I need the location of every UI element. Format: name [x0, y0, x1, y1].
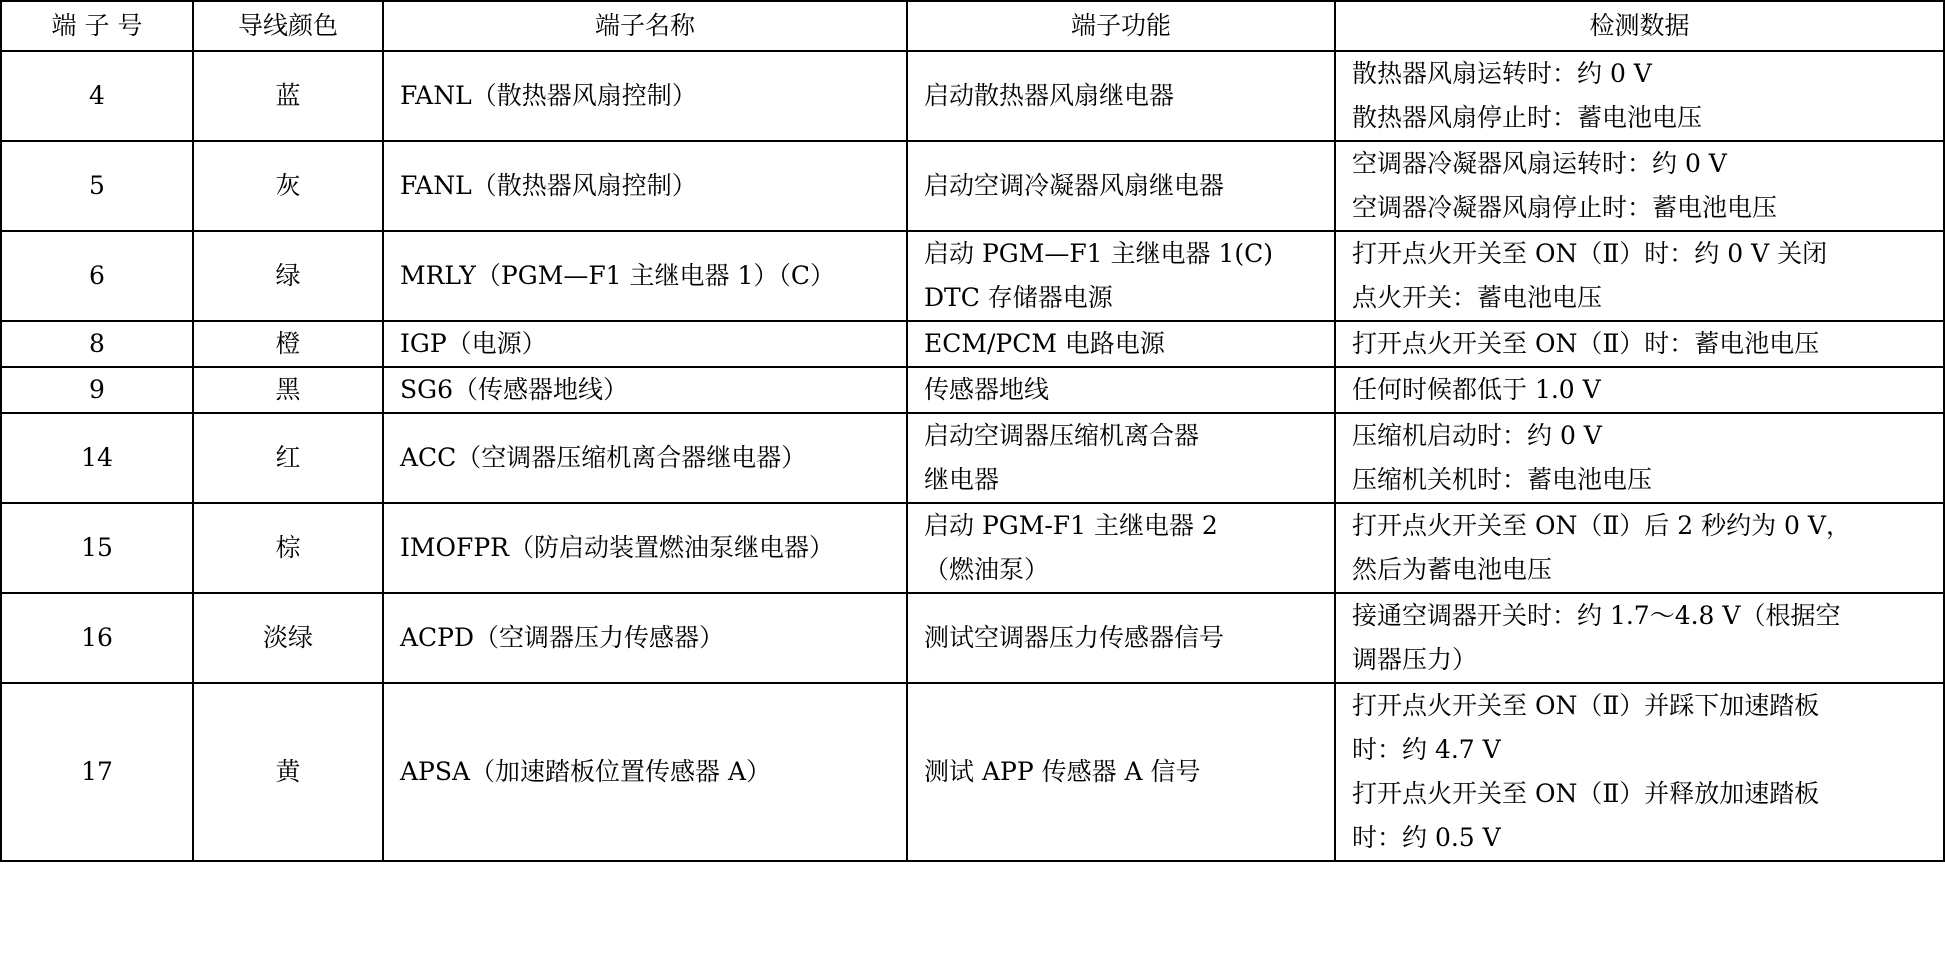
terminal-function-cell — [907, 367, 1335, 413]
header-row — [1, 1, 1944, 51]
wire-color-cell: 淡绿 — [193, 593, 383, 683]
terminal-number-cell: 17 — [1, 683, 193, 861]
terminal-function-cell — [907, 141, 1335, 231]
test-data-cell — [1335, 413, 1944, 503]
terminal-function-cell-line: 传感器地线 — [924, 375, 1050, 404]
test-data-cell — [1335, 683, 1944, 861]
terminal-name-cell — [383, 321, 907, 367]
table-row — [1, 231, 1944, 321]
test-data-cell-line: 压缩机关机时：蓄电池电压 — [1352, 465, 1653, 494]
test-data-cell — [1335, 231, 1944, 321]
table-body — [1, 51, 1944, 861]
terminal-number-cell: 14 — [1, 413, 193, 503]
test-data-cell-line: 空调器冷凝器风扇停止时：蓄电池电压 — [1352, 193, 1778, 222]
terminal-function-cell-line: （燃油泵） — [924, 555, 1050, 584]
terminal-name-cell-line: IGP（电源） — [400, 329, 547, 358]
terminal-name-cell-line: APSA（加速踏板位置传感器 A） — [400, 757, 772, 786]
test-data-cell-line: 散热器风扇运转时：约 0 V — [1352, 59, 1652, 88]
test-data-cell — [1335, 593, 1944, 683]
terminal-number-cell: 16 — [1, 593, 193, 683]
terminal-function-cell — [907, 51, 1335, 141]
table-row — [1, 683, 1944, 861]
terminal-function-cell-line: 测试 APP 传感器 A 信号 — [924, 757, 1201, 786]
terminal-name-cell — [383, 413, 907, 503]
test-data-cell — [1335, 367, 1944, 413]
test-data-cell — [1335, 321, 1944, 367]
terminal-function-cell — [907, 321, 1335, 367]
terminal-function-cell-line: DTC 存储器电源 — [924, 283, 1113, 312]
wire-color-cell: 灰 — [193, 141, 383, 231]
terminal-function-cell — [907, 231, 1335, 321]
table-row — [1, 503, 1944, 593]
terminal-name-cell — [383, 593, 907, 683]
wire-color-cell: 黄 — [193, 683, 383, 861]
terminal-function-cell-line: 启动 PGM—F1 主继电器 1(C) — [924, 239, 1274, 268]
terminal-number-cell: 9 — [1, 367, 193, 413]
test-data-cell-line: 打开点火开关至 ON（Ⅱ）后 2 秒约为 0 V， — [1352, 511, 1851, 540]
terminal-function-cell — [907, 683, 1335, 861]
table-row — [1, 51, 1944, 141]
header-wire-color: 导线颜色 — [193, 1, 383, 51]
table-row — [1, 321, 1944, 367]
terminal-name-cell — [383, 503, 907, 593]
test-data-cell-line: 打开点火开关至 ON（Ⅱ）时：蓄电池电压 — [1352, 329, 1820, 358]
test-data-cell — [1335, 503, 1944, 593]
terminal-function-cell — [907, 503, 1335, 593]
terminal-function-cell-line: 启动空调冷凝器风扇继电器 — [924, 171, 1225, 200]
header-terminal-name: 端子名称 — [383, 1, 907, 51]
wire-color-cell: 红 — [193, 413, 383, 503]
test-data-cell-line: 打开点火开关至 ON（Ⅱ）并踩下加速踏板 — [1352, 691, 1820, 720]
test-data-cell-line: 任何时候都低于 1.0 V — [1352, 375, 1601, 404]
terminal-number-cell: 6 — [1, 231, 193, 321]
test-data-cell-line: 时：约 4.7 V — [1352, 735, 1501, 764]
wire-color-cell: 黑 — [193, 367, 383, 413]
terminal-name-cell-line: ACPD（空调器压力传感器） — [400, 623, 725, 652]
table-row — [1, 367, 1944, 413]
wire-color-cell: 橙 — [193, 321, 383, 367]
terminal-name-cell — [383, 51, 907, 141]
test-data-cell-line: 调器压力） — [1352, 645, 1478, 674]
terminal-name-cell-line: FANL（散热器风扇控制） — [400, 171, 697, 200]
header-terminal-number: 端 子 号 — [1, 1, 193, 51]
wire-color-cell: 绿 — [193, 231, 383, 321]
terminal-number-cell: 4 — [1, 51, 193, 141]
terminal-function-cell-line: 启动空调器压缩机离合器 — [924, 421, 1200, 450]
terminal-function-cell-line: 测试空调器压力传感器信号 — [924, 623, 1225, 652]
test-data-cell-line: 压缩机启动时：约 0 V — [1352, 421, 1602, 450]
terminal-name-cell — [383, 367, 907, 413]
table-row — [1, 141, 1944, 231]
terminal-function-cell — [907, 593, 1335, 683]
test-data-cell-line: 空调器冷凝器风扇运转时：约 0 V — [1352, 149, 1727, 178]
terminal-number-cell: 15 — [1, 503, 193, 593]
terminal-function-cell-line: 启动 PGM-F1 主继电器 2 — [924, 511, 1218, 540]
test-data-cell-line: 然后为蓄电池电压 — [1352, 555, 1553, 584]
test-data-cell-line: 接通空调器开关时：约 1.7～4.8 V（根据空 — [1352, 601, 1841, 630]
test-data-cell-line: 点火开关：蓄电池电压 — [1352, 283, 1603, 312]
test-data-cell — [1335, 51, 1944, 141]
terminal-function-cell-line: ECM/PCM 电路电源 — [924, 329, 1165, 358]
terminal-name-cell — [383, 141, 907, 231]
wire-color-cell: 棕 — [193, 503, 383, 593]
test-data-cell-line: 时：约 0.5 V — [1352, 823, 1501, 852]
test-data-cell-line: 散热器风扇停止时：蓄电池电压 — [1352, 103, 1703, 132]
terminal-number-cell: 5 — [1, 141, 193, 231]
header-terminal-function: 端子功能 — [907, 1, 1335, 51]
terminal-function-cell — [907, 413, 1335, 503]
terminal-name-cell-line: ACC（空调器压缩机离合器继电器） — [400, 443, 807, 472]
test-data-cell-line: 打开点火开关至 ON（Ⅱ）时：约 0 V 关闭 — [1352, 239, 1828, 268]
test-data-cell-line: 打开点火开关至 ON（Ⅱ）并释放加速踏板 — [1352, 779, 1820, 808]
wire-color-cell: 蓝 — [193, 51, 383, 141]
terminal-name-cell — [383, 231, 907, 321]
terminal-function-cell-line: 启动散热器风扇继电器 — [924, 81, 1175, 110]
table-row — [1, 413, 1944, 503]
test-data-cell — [1335, 141, 1944, 231]
terminal-number-cell: 8 — [1, 321, 193, 367]
terminal-name-cell-line: MRLY（PGM—F1 主继电器 1）（C） — [400, 261, 835, 290]
terminal-name-cell-line: IMOFPR（防启动装置燃油泵继电器） — [400, 533, 834, 562]
header-test-data: 检测数据 — [1335, 1, 1944, 51]
terminal-function-cell-line: 继电器 — [924, 465, 1000, 494]
terminal-name-cell-line: SG6（传感器地线） — [400, 375, 629, 404]
table-header — [1, 1, 1944, 51]
table-row — [1, 593, 1944, 683]
terminal-name-cell — [383, 683, 907, 861]
terminal-name-cell-line: FANL（散热器风扇控制） — [400, 81, 697, 110]
